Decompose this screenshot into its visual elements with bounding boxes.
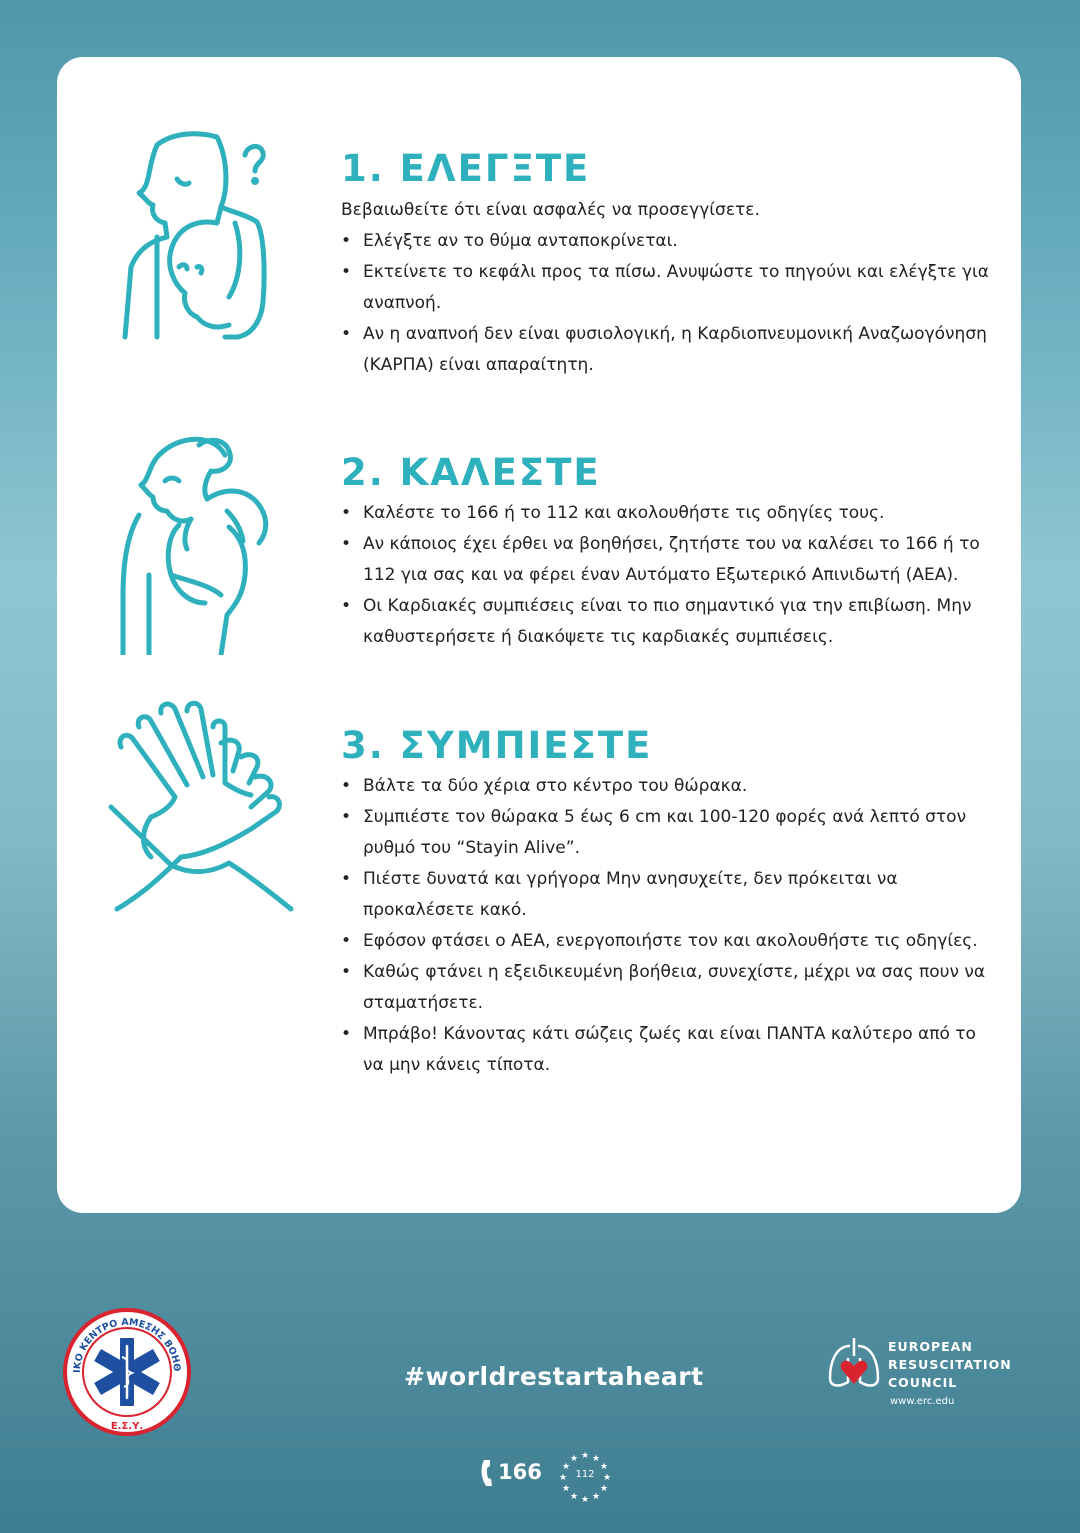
svg-text:★: ★ bbox=[580, 1451, 590, 1461]
list-item: • Αν η αναπνοή δεν είναι φυσιολογική, η Καρδιοπνευμονική Αναζωογόνηση (ΚΑΡΠΑ) είναι απαραίτητη. bbox=[341, 319, 1001, 381]
list-item: • Μπράβο! Κάνοντας κάτι σώζεις ζωές και είναι ΠΑΝΤΑ καλύτερο από το να μην κάνεις τίποτα. bbox=[341, 1019, 1001, 1081]
eu-112-emblem bbox=[556, 1448, 614, 1506]
svg-text:Ε.Σ.Υ.: Ε.Σ.Υ. bbox=[110, 1421, 144, 1432]
phone-call-icon bbox=[109, 425, 289, 655]
hands-compression-icon bbox=[101, 697, 301, 917]
list-item: • Ελέγξτε αν το θύμα ανταποκρίνεται. bbox=[341, 226, 1001, 257]
svg-text:★: ★ bbox=[591, 1492, 601, 1502]
bullet-list bbox=[341, 498, 1001, 653]
erc-logo bbox=[826, 1330, 1036, 1420]
instructions-card bbox=[57, 57, 1021, 1213]
check-victim-icon bbox=[117, 127, 277, 347]
list-item: • Βάλτε τα δύο χέρια στο κέντρο του θώρακα. bbox=[341, 771, 1001, 802]
bullet-list bbox=[341, 771, 1001, 1081]
list-item: • Εκτείνετε το κεφάλι προς τα πίσω. Ανυψώστε το πηγούνι και ελέγξτε για αναπνοή. bbox=[341, 257, 1001, 319]
section-title: 3. ΣΥΜΠΙΕΣΤΕ bbox=[341, 724, 653, 767]
bullet-list bbox=[341, 226, 1001, 381]
section-title: 1. ΕΛΕΓΞΤΕ bbox=[341, 147, 591, 190]
svg-text:★: ★ bbox=[558, 1473, 568, 1483]
svg-text:★: ★ bbox=[569, 1492, 579, 1502]
svg-text:★: ★ bbox=[561, 1462, 571, 1472]
list-item: • Καθώς φτάνει η εξειδικευμένη βοήθεια, συνεχίστε, μέχρι να σας πουν να σταματήσετε. bbox=[341, 957, 1001, 1019]
phone-icon bbox=[480, 1458, 496, 1488]
intro-text: Βεβαιωθείτε ότι είναι ασφαλές να προσεγγίσετε. bbox=[341, 200, 760, 220]
erc-url: www.erc.edu bbox=[890, 1396, 955, 1407]
phone-number: 166 bbox=[498, 1460, 542, 1484]
section-body bbox=[341, 498, 1001, 653]
erc-name: EUROPEAN RESUSCITATION COUNCIL bbox=[888, 1339, 1012, 1390]
list-item: • Καλέστε το 166 ή το 112 και ακολουθήστε τις οδηγίες τους. bbox=[341, 498, 1001, 529]
list-item: • Οι Καρδιακές συμπιέσεις είναι το πιο σημαντικό για την επιβίωση. Μην καθυστερήσετε ή διακόψετε τις καρδιακές συμπιέσεις. bbox=[341, 591, 1001, 653]
svg-text:ΕΘΝΙΚΟ ΚΕΝΤΡΟ ΑΜΕΣΗΣ ΒΟΗΘΕΙΑΣ: ΙΚΟ ΚΕΝΤΡΟ ΑΜΕΣΗΣ ΒΟΗΘ bbox=[71, 1316, 183, 1374]
section-body bbox=[341, 195, 1001, 381]
list-item: • Αν κάποιος έχει έρθει να βοηθήσει, ζητήστε του να καλέσει το 166 ή το 112 για σας και να φέρει έναν Αυτόματο Εξωτερικό Απινιδωτή (ΑΕΑ). bbox=[341, 529, 1001, 591]
eu-number: 112 bbox=[575, 1469, 595, 1480]
list-item: • Πιέστε δυνατά και γρήγορα Μην ανησυχείτε, δεν πρόκειται να προκαλέσετε κακό. bbox=[341, 864, 1001, 926]
phone-166 bbox=[480, 1458, 542, 1492]
svg-text:★: ★ bbox=[591, 1454, 601, 1464]
svg-text:★: ★ bbox=[561, 1484, 571, 1494]
svg-text:★: ★ bbox=[599, 1484, 609, 1494]
list-item: • Συμπιέστε τον θώρακα 5 έως 6 cm και 100-120 φορές ανά λεπτό στον ρυθμό του “Stayin Alive”. bbox=[341, 802, 1001, 864]
section-body bbox=[341, 771, 1001, 1081]
hashtag-text: #worldrestartaheart bbox=[404, 1362, 704, 1391]
list-item: • Εφόσον φτάσει ο ΑΕΑ, ενεργοποιήστε τον και ακολουθήστε τις οδηγίες. bbox=[341, 926, 1001, 957]
section-title: 2. ΚΑΛΕΣΤΕ bbox=[341, 451, 601, 494]
svg-text:★: ★ bbox=[580, 1495, 590, 1505]
svg-text:★: ★ bbox=[602, 1473, 612, 1483]
svg-text:★: ★ bbox=[599, 1462, 609, 1472]
ekab-logo bbox=[62, 1307, 192, 1441]
svg-text:★: ★ bbox=[569, 1454, 579, 1464]
